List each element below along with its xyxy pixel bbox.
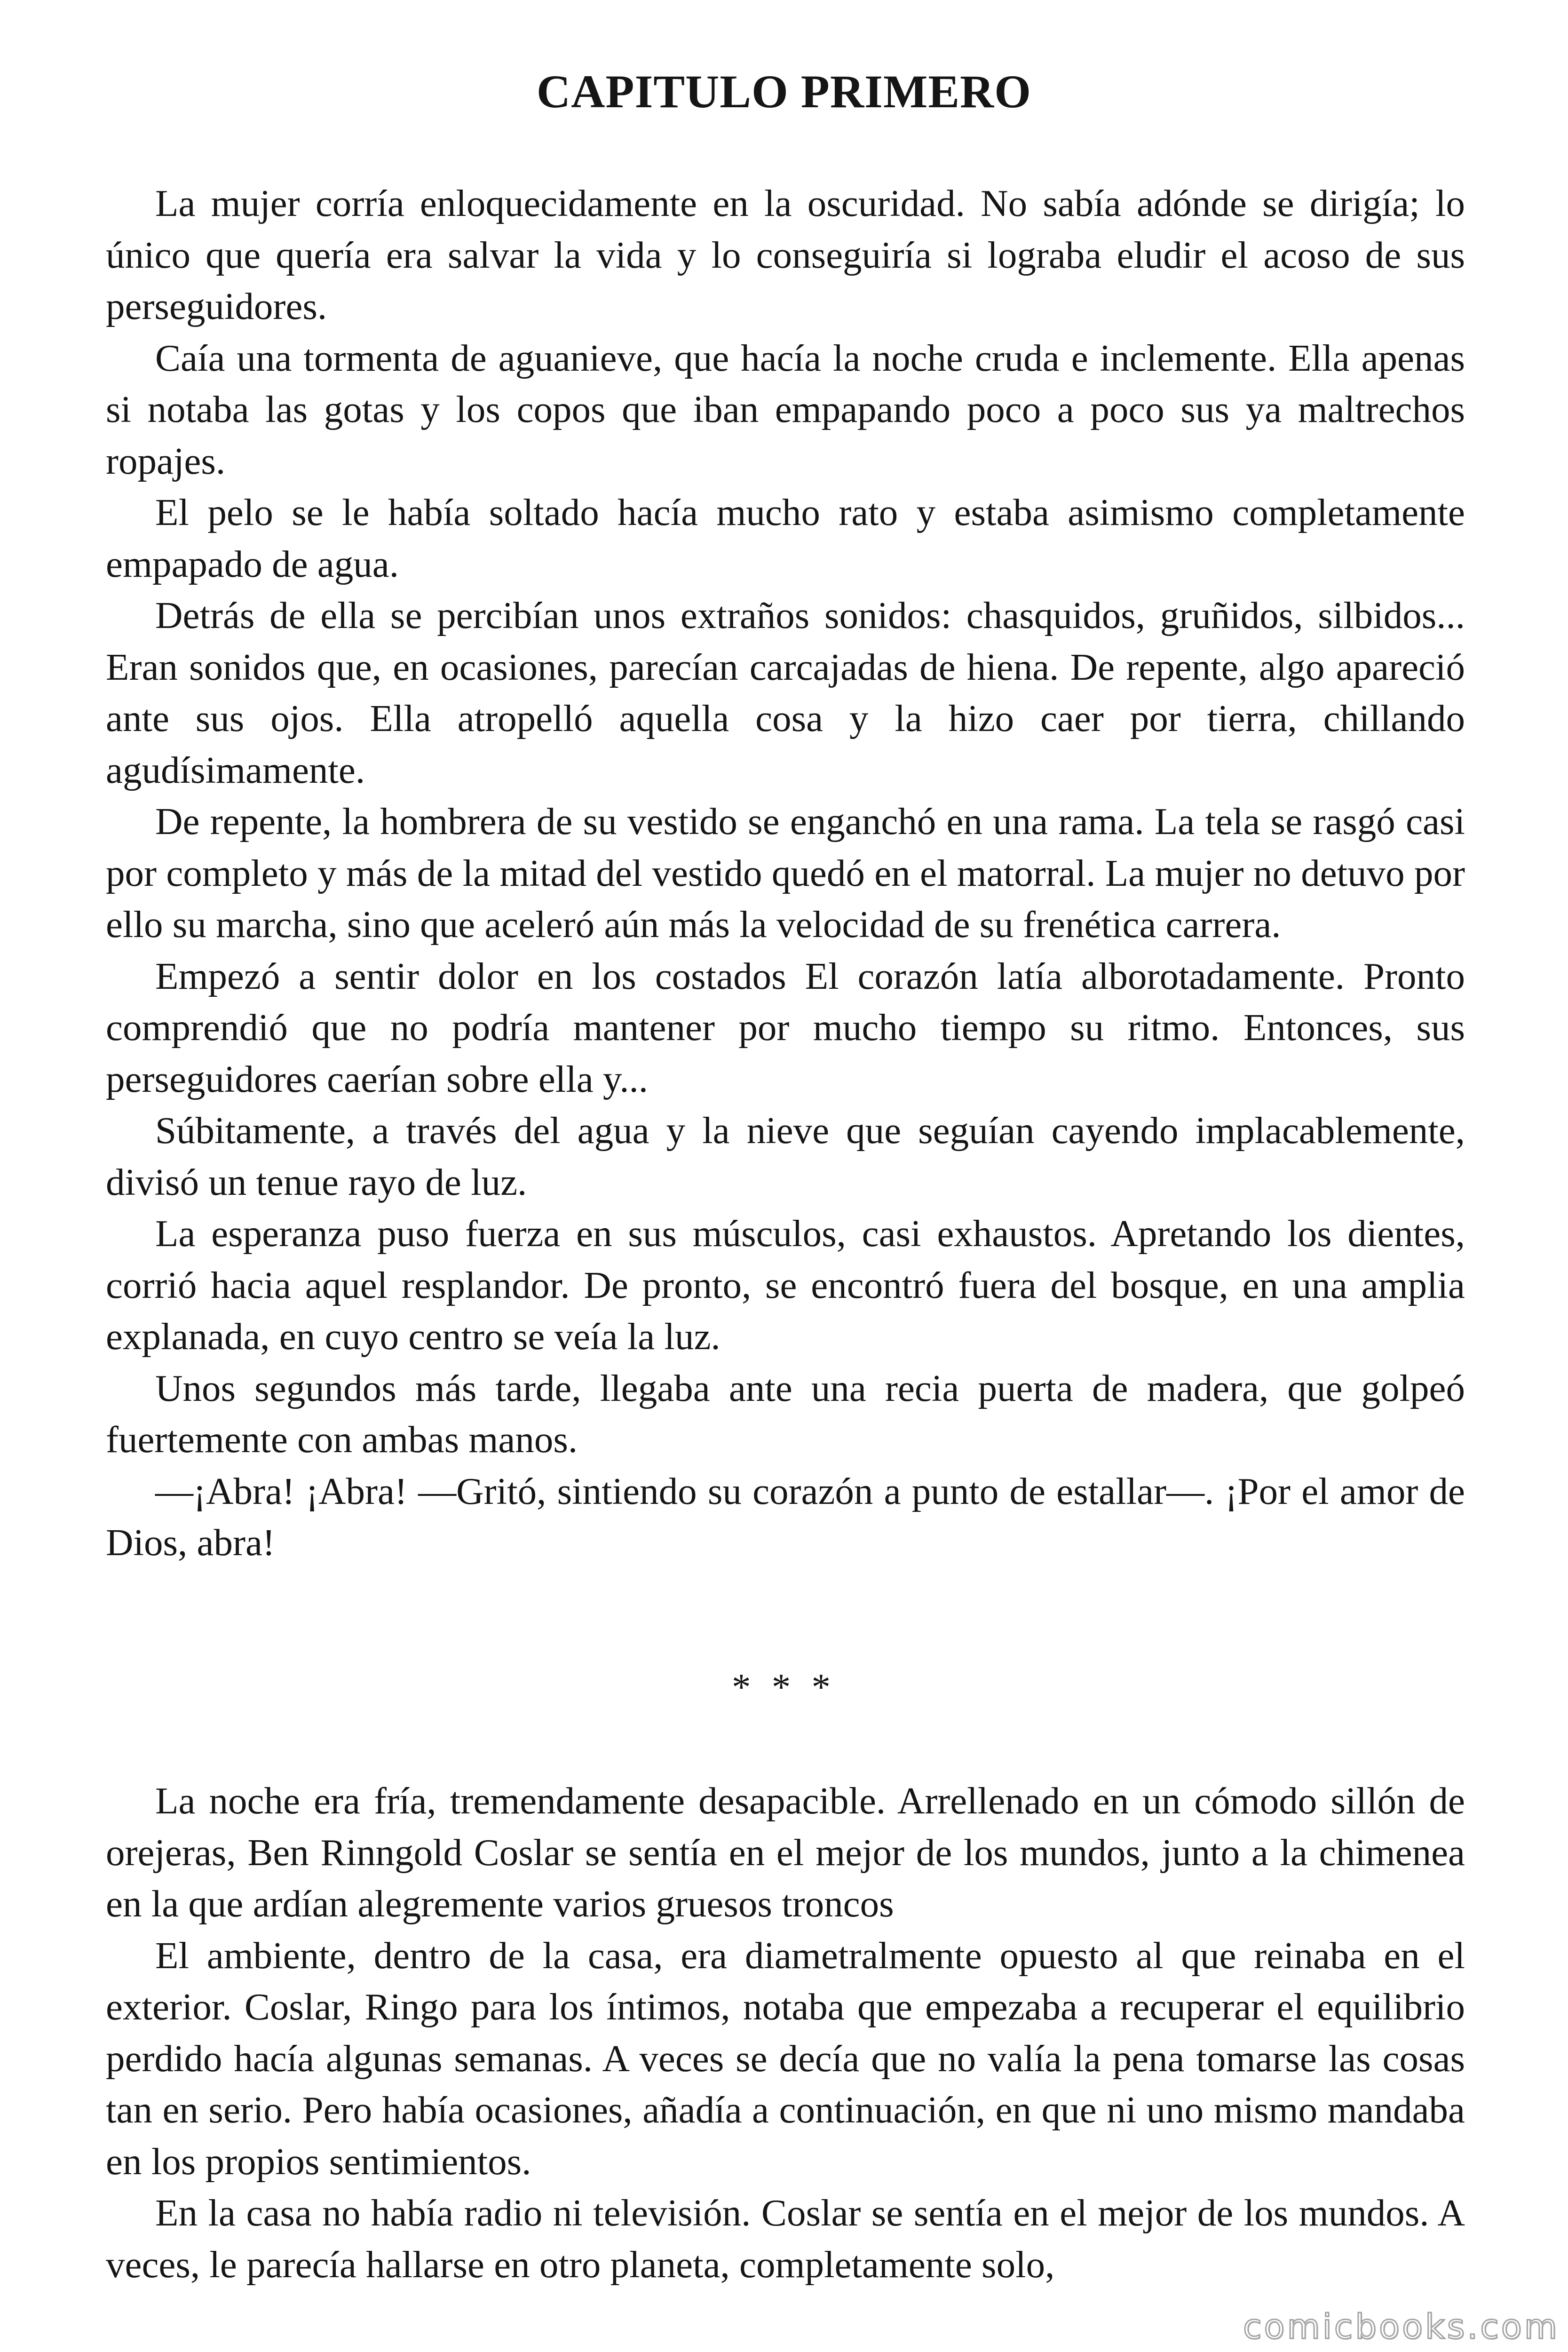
scene-break: * * * <box>732 1666 836 1708</box>
paragraph: En la casa no había radio ni televisión. Coslar se sentía en el mejor de los mundos. A veces, le parecía hallarse en otro planeta, completamente solo, <box>106 2192 1465 2286</box>
paragraph: Caía una tormenta de aguanieve, que hacía la noche cruda e inclemente. Ella apenas si notaba las gotas y los copos que iban empapando poco a poco sus ya maltrechos ropajes. <box>106 336 1465 482</box>
paragraph: Detrás de ella se percibían unos extraños sonidos: chasquidos, gruñidos, silbidos... Eran sonidos que, en ocasiones, parecían carcajadas de hiena. De repente, algo apareció ante sus ojos. Ella atropelló aquella cosa y la hizo caer por tierra, chillando agudísimamente. <box>106 594 1465 791</box>
section-2-body <box>106 1775 1465 2290</box>
paragraph: La mujer corría enloquecidamente en la oscuridad. No sabía adónde se dirigía; lo único que quería era salvar la vida y lo conseguiría si lograba eludir el acoso de sus perseguidores. <box>106 182 1465 327</box>
paragraph: El pelo se le había soltado hacía mucho rato y estaba asimismo completamente empapado de agua. <box>106 491 1465 585</box>
chapter-title: CAPITULO PRIMERO <box>536 65 1032 118</box>
paragraph: El ambiente, dentro de la casa, era diametralmente opuesto al que reinaba en el exterior. Coslar, Ringo para los íntimos, notaba que empezaba a recuperar el equilibrio perdido hacía algunas semanas. A veces se decía que no valía la pena tomarse las cosas tan en serio. Pero había ocasiones, añadía a continuación, en que ni uno mismo mandaba en los propios sentimientos. <box>106 1934 1465 2183</box>
section-1-body <box>106 178 1465 1569</box>
paragraph: Empezó a sentir dolor en los costados El corazón latía alborotadamente. Pronto comprendió que no podría mantener por mucho tiempo su ritmo. Entonces, sus perseguidores caerían sobre ella y... <box>106 954 1465 1100</box>
paragraph: La esperanza puso fuerza en sus músculos, casi exhaustos. Apretando los dientes, corrió hacia aquel resplandor. De pronto, se encontró fuera del bosque, en una amplia explanada, en cuyo centro se veía la luz. <box>106 1212 1465 1358</box>
paragraph: La noche era fría, tremendamente desapacible. Arrellenado en un cómodo sillón de orejeras, Ben Rinngold Coslar se sentía en el mejor de los mundos, junto a la chimenea en la que ardían alegremente varios gruesos troncos <box>106 1780 1465 1925</box>
paragraph: Unos segundos más tarde, llegaba ante una recia puerta de madera, que golpeó fuertemente con ambas manos. <box>106 1367 1465 1461</box>
paragraph: —¡Abra! ¡Abra! —Gritó, sintiendo su corazón a punto de estallar—. ¡Por el amor de Dios, abra! <box>106 1470 1465 1564</box>
watermark-logo: comicbooks.com <box>1243 2307 1560 2346</box>
paragraph: De repente, la hombrera de su vestido se enganchó en una rama. La tela se rasgó casi por completo y más de la mitad del vestido quedó en el matorral. La mujer no detuvo por ello su marcha, sino que aceleró aún más la velocidad de su frenética carrera. <box>106 800 1465 946</box>
paragraph: Súbitamente, a través del agua y la nieve que seguían cayendo implacablemente, divisó un tenue rayo de luz. <box>106 1109 1465 1203</box>
